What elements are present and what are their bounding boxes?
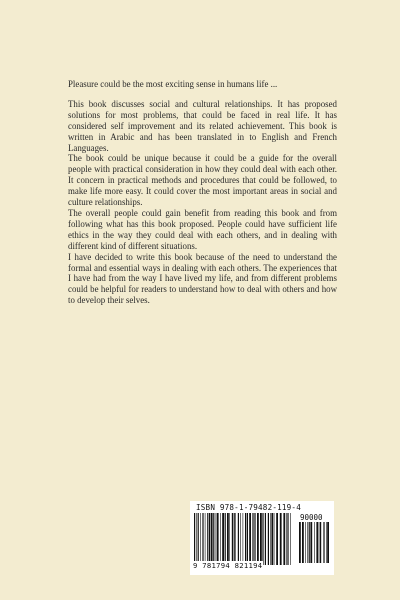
blurb-text <box>68 79 337 306</box>
tagline: Pleasure could be the most exciting sense in humans life ... <box>68 79 278 89</box>
ean-digits: 9 781794 821194 <box>193 561 263 570</box>
isbn-barcode <box>190 501 334 575</box>
blurb-paragraph-3: The overall people could gain benefit from reading this book and from following what has this book proposed. People could have sufficient life ethics in the way they could deal with each others, and in dealing with different kind of different situations. <box>68 207 337 251</box>
blurb-paragraph-4: I have decided to write this book because of the need to understand the formal and essential ways in dealing with each others. The experiences that I have had from the way I have lived my life, and from different problems could be helpful for readers to understand how to deal with others and how to develop their selves. <box>68 251 337 306</box>
barcode-supplement-bars <box>299 522 329 563</box>
price-code: 90000 <box>300 513 323 522</box>
isbn-number: ISBN 978-1-79482-119-4 <box>196 503 301 512</box>
blurb-paragraph-1: This book discusses social and cultural relationships. It has proposed solutions for most problems, that could be faced in real life. It has considered self improvement and its related achievement. This book is written in Arabic and has been translated in to English and French Languages. <box>68 98 337 153</box>
blurb-paragraph-2: The book could be unique because it could be a guide for the overall people with practical consideration in how they could deal with each other. It concern in practical methods and procedures that could be followed, to make life more easy. It could cover the most important areas in social and culture relationships. <box>68 153 337 208</box>
barcode-main-bars <box>194 513 292 565</box>
